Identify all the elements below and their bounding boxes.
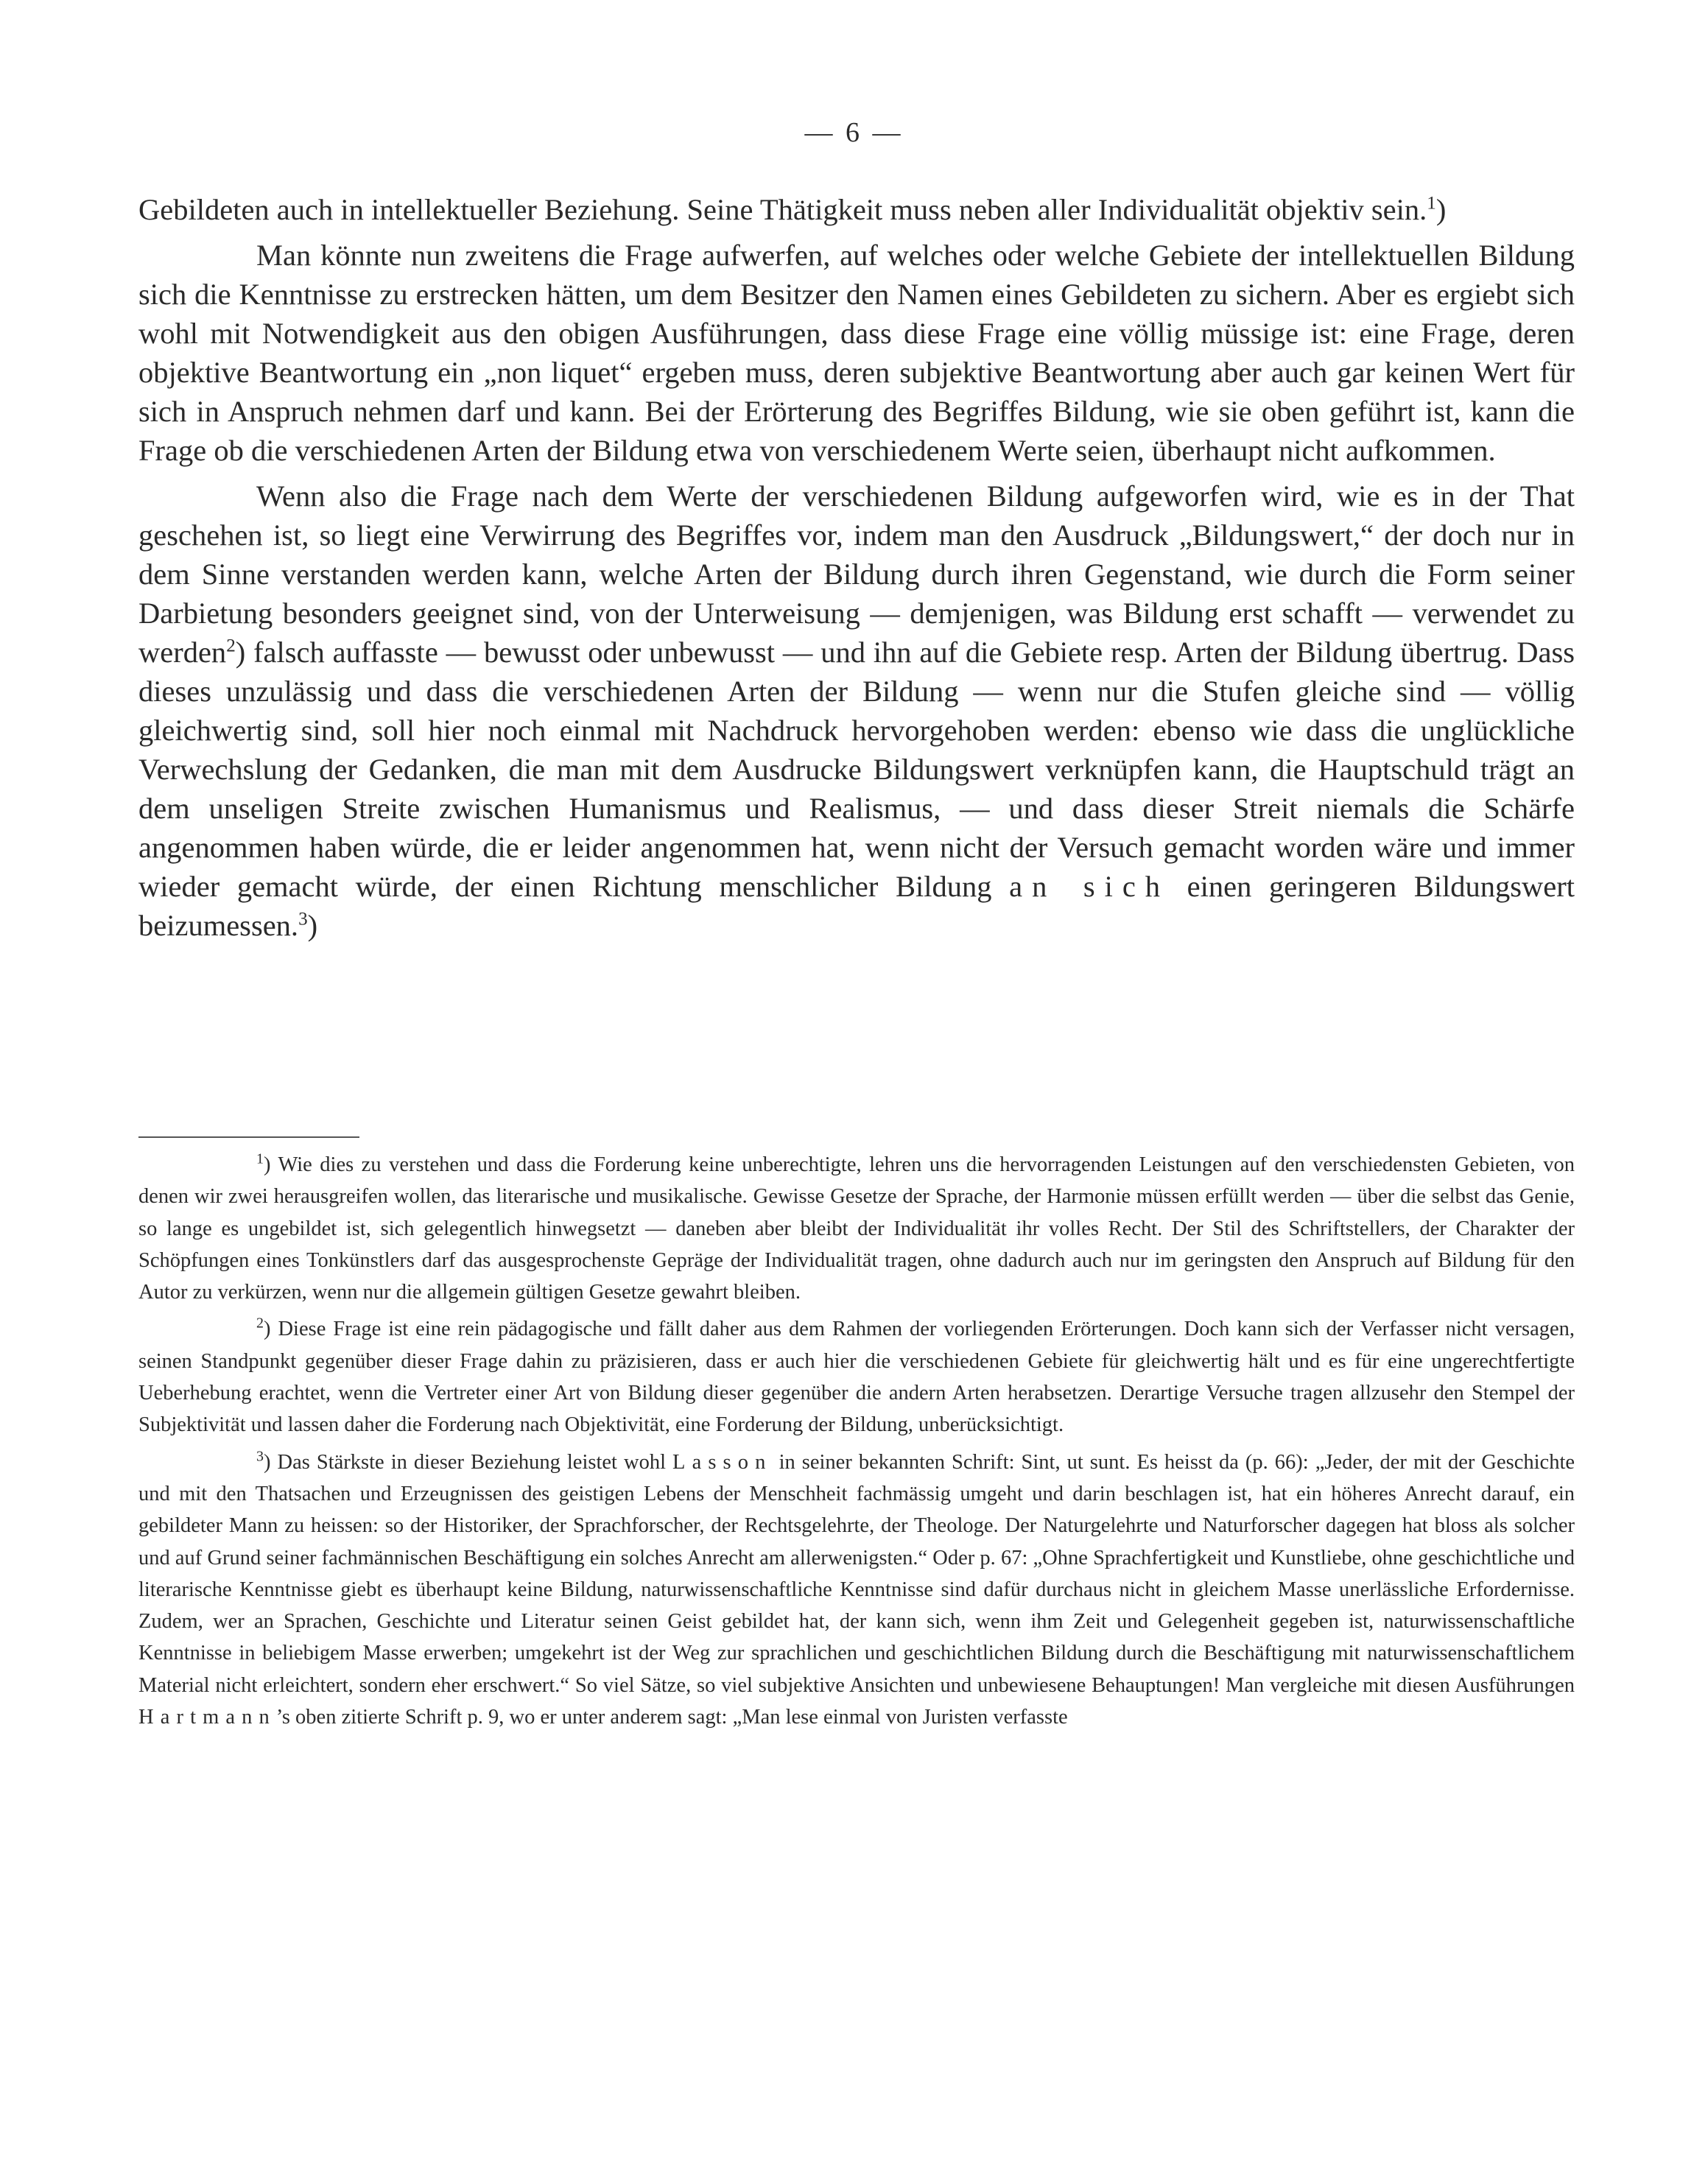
footnote-2-mark: 2: [256, 1315, 264, 1332]
emphasis-an-sich: an sich: [1009, 870, 1170, 903]
main-text: [138, 190, 1575, 952]
footnote-1-mark: 1: [256, 1150, 264, 1167]
author-lasson: Lasson: [672, 1450, 773, 1474]
footnote-ref-1: 1: [1427, 193, 1436, 214]
footnote-1: [138, 1149, 1575, 1308]
paragraph-3-part-a: Wenn also die Frage nach dem Werte der verschiedenen Bildung aufgeworfen wird, wie es in der That geschehen ist, so liegt eine Verwirrung des Begriffes vor, indem man den Ausdruck „Bildungswert,“ der doch nur in dem Sinne verstanden werden kann, welche Arten der Bildung durch ihren Gegenstand, wie durch die Form seiner Darbietung besonders geeignet sind, von der Unterweisung — demjenigen, was Bildung erst schafft — verwendet zu werden: [138, 479, 1575, 669]
author-hartmann: Hartmann: [138, 1706, 276, 1729]
footnote-ref-1-paren: ): [1435, 193, 1447, 226]
footnote-2-text: ) Diese Frage ist eine rein pädagogische und fällt daher aus dem Rahmen der vorliegenden Erörterungen. Doch kann sich der Verfasser nicht versagen, seinen Standpunkt gegenüber dieser Frage dahin zu präzisieren, dass er auch hier die verschiedenen Gebiete für gleichwertig hält und es für eine ungerechtfertigte Ueberhebung erachtet, wenn die Vertreter einer Art von Bildung dieser gegenüber die andern Arten herabsetzen. Derartige Versuche tragen allzusehr den Stempel der Subjektivität und lassen daher die Forderung nach Objektivität, eine Forderung der Bildung, unberücksichtigt.: [138, 1318, 1575, 1437]
footnote-ref-2: 2: [226, 636, 236, 656]
footnote-2: [138, 1313, 1575, 1441]
footnote-1-text: ) Wie dies zu verstehen und dass die Forderung keine unberechtigte, lehren uns die hervorragenden Leistungen auf den verschiedensten Gebieten, von denen wir zwei herausgreifen wollen, das literarische und musikalische. Gewisse Gesetze der Sprache, der Harmonie müssen erfüllt werden — über die selbst das Genie, so lange es ungebildet ist, sich gelegentlich hinwegsetzt — daneben aber bleibt der Individualität ihr volles Recht. Der Stil des Schriftstellers, der Charakter der Schöpfungen eines Tonkünstlers darf das ausgesprochenste Gepräge der Individualität tragen, ohne dadurch auch nur im geringsten den Anspruch auf Bildung für den Autor zu verkürzen, wenn nur die allgemein gültigen Gesetze gewahrt bleiben.: [138, 1153, 1575, 1304]
footnote-divider: [138, 1136, 359, 1138]
footnote-ref-3: 3: [298, 909, 308, 929]
paragraph-1-text: Gebildeten auch in intellektueller Beziehung. Seine Thätigkeit muss neben aller Individualität objektiv sein.: [138, 193, 1427, 226]
footnote-3-text-a: ) Das Stärkste in dieser Beziehung leistet wohl: [263, 1450, 666, 1474]
paragraph-2: Man könnte nun zweitens die Frage aufwerfen, auf welches oder welche Gebiete der intellektuellen Bildung sich die Kenntnisse zu erstrecken hätten, um dem Besitzer den Namen eines Gebildeten zu sichern. Aber es ergiebt sich wohl mit Notwendigkeit aus den obigen Ausführungen, dass diese Frage eine völlig müssige ist: eine Frage, deren objektive Beantwortung ein „non liquet“ ergeben muss, deren subjektive Beantwortung aber auch gar keinen Wert für sich in Anspruch nehmen darf und kann. Bei der Erörterung des Begriffes Bildung, wie sie oben geführt ist, kann die Frage ob die verschiedenen Arten der Bildung etwa von verschiedenem Werte seien, überhaupt nicht aufkommen.: [138, 239, 1575, 467]
footnote-ref-3-paren: ): [307, 909, 318, 942]
paragraph-3: [138, 477, 1575, 945]
paragraph-3-part-b: ) falsch auffasste — bewusst oder unbewusst — und ihn auf die Gebiete resp. Arten der Bildung übertrug. Dass dieses unzulässig und dass die verschiedenen Arten der Bildung — wenn nur die Stufen gleiche sind — völlig gleichwertig sind, soll hier noch einmal mit Nachdruck hervorgehoben werden: ebenso wie dass die unglückliche Verwechslung der Gedanken, die man mit dem Ausdrucke Bildungswert verknüpfen kann, die Hauptschuld trägt an dem unseligen Streite zwischen Humanismus und Realismus, — und dass dieser Streit niemals die Schärfe angenommen haben würde, die er leider angenommen hat, wenn nicht der Versuch gemacht worden wäre und immer wieder gemacht würde, der einen Richtung menschlicher Bildung: [138, 636, 1575, 903]
page-number: — 6 —: [804, 117, 904, 148]
footnote-3-text-b: in seiner bekannten Schrift: Sint, ut sunt. Es heisst da (p. 66): „Jeder, der mit der Geschichte und mit den Thatsachen und Erzeugnissen des geistigen Lebens der Menschheit fachmässig umgeht und darin beschlagen ist, hat ein höheres Anrecht darauf, ein gebildeter Mann zu heissen: so der Historiker, der Sprachforscher, der Rechtsgelehrte, der Theologe. Der Naturgelehrte und Naturforscher dagegen hat bloss als solcher und auf Grund seiner fachmännischen Beschäftigung ein solches Anrecht am allerwenigsten.“ Oder p. 67: „Ohne Sprachfertigkeit und Kunstliebe, ohne geschichtliche und literarische Kenntnisse giebt es überhaupt keine Bildung, naturwissenschaftliche Kenntnisse sind dafür durchaus nicht in gleichem Masse unerlässliche Erfordernisse. Zudem, wer an Sprachen, Geschichte und Literatur seinen Geist gebildet hat, der kann sich, wenn ihm Zeit und Gelegenheit gegeben ist, naturwissenschaftliche Kenntnisse in beliebigem Masse erwerben; umgekehrt ist der Weg zur sprachlichen und geschichtlichen Bildung durch die Beschäftigung mit naturwissenschaftlichem Material nicht erleichtert, sondern eher erschwert.“ So viel Sätze, so viel subjektive Ansichten und unbewiesene Behauptungen! Man vergleiche mit diesen Ausführungen: [138, 1450, 1575, 1697]
footnotes: [138, 1149, 1575, 1733]
footnote-3-text-c: ’s oben zitierte Schrift p. 9, wo er unter anderem sagt: „Man lese einmal von Juristen verfasste: [275, 1706, 1068, 1729]
footnote-3-mark: 3: [256, 1448, 264, 1465]
footnote-3: [138, 1446, 1575, 1734]
paragraph-1: [138, 190, 1575, 229]
paragraph-3-part-c: einen geringeren Bildungswert beizumessen.: [138, 870, 1575, 942]
